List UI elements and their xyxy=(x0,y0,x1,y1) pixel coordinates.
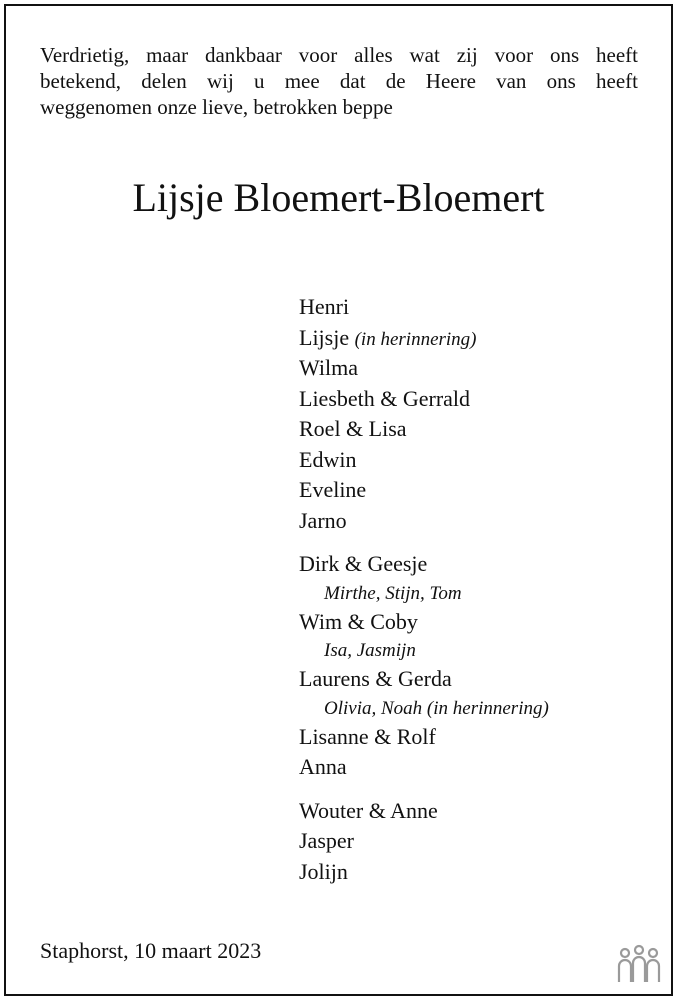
family-group-grandchildren xyxy=(299,549,659,783)
member-name: Dirk & Geesje xyxy=(299,551,428,576)
member-name: Jasper xyxy=(299,828,354,853)
family-member xyxy=(299,506,659,537)
family-member xyxy=(299,353,659,384)
member-name: Henri xyxy=(299,294,350,319)
intro-line: weggenomen onze lieve, betrokken beppe xyxy=(40,95,393,119)
member-note: (in herinnering) xyxy=(354,328,477,350)
member-name: Liesbeth & Gerrald xyxy=(299,385,471,411)
family-member xyxy=(299,664,659,695)
family-list xyxy=(299,292,659,887)
people-group-icon xyxy=(616,944,662,986)
member-name: Wilma xyxy=(299,355,358,380)
family-member xyxy=(299,384,659,415)
family-group-children xyxy=(299,292,659,536)
family-member xyxy=(299,722,659,753)
member-name: Roel & Lisa xyxy=(299,416,407,441)
member-name: Laurens & Gerda xyxy=(299,666,452,691)
member-name: Anna xyxy=(299,754,347,779)
family-member xyxy=(299,607,659,638)
family-member xyxy=(299,857,659,888)
family-member xyxy=(299,292,659,323)
member-name: Edwin xyxy=(299,446,357,472)
family-member xyxy=(299,752,659,783)
family-member xyxy=(299,445,659,476)
member-children: Isa, Jasmijn xyxy=(324,640,416,661)
member-name: Jarno xyxy=(299,507,347,533)
family-member xyxy=(299,826,659,857)
family-group-other xyxy=(299,796,659,888)
family-member xyxy=(299,475,659,506)
member-name: Jolijn xyxy=(299,858,348,884)
place-date: Staphorst, 10 maart 2023 xyxy=(40,938,262,963)
member-name: Lijsje xyxy=(299,324,350,350)
family-member xyxy=(299,414,659,445)
family-member xyxy=(299,549,659,580)
member-name: Eveline xyxy=(299,477,367,502)
family-member xyxy=(299,323,659,354)
intro-line: betekend, delen wij u mee dat de Heere van ons heeft xyxy=(40,69,638,93)
intro-line: Verdrietig, maar dankbaar voor alles wat zij voor ons heeft xyxy=(40,43,638,67)
member-children: Olivia, Noah (in herinnering) xyxy=(324,697,549,719)
member-name: Wouter & Anne xyxy=(299,797,438,823)
member-name: Lisanne & Rolf xyxy=(299,723,436,749)
member-children: Mirthe, Stijn, Tom xyxy=(324,582,462,604)
member-name: Wim & Coby xyxy=(299,608,418,634)
deceased-name: Lijsje Bloemert-Bloemert xyxy=(132,175,545,220)
family-member xyxy=(299,796,659,827)
intro-text xyxy=(40,42,638,120)
